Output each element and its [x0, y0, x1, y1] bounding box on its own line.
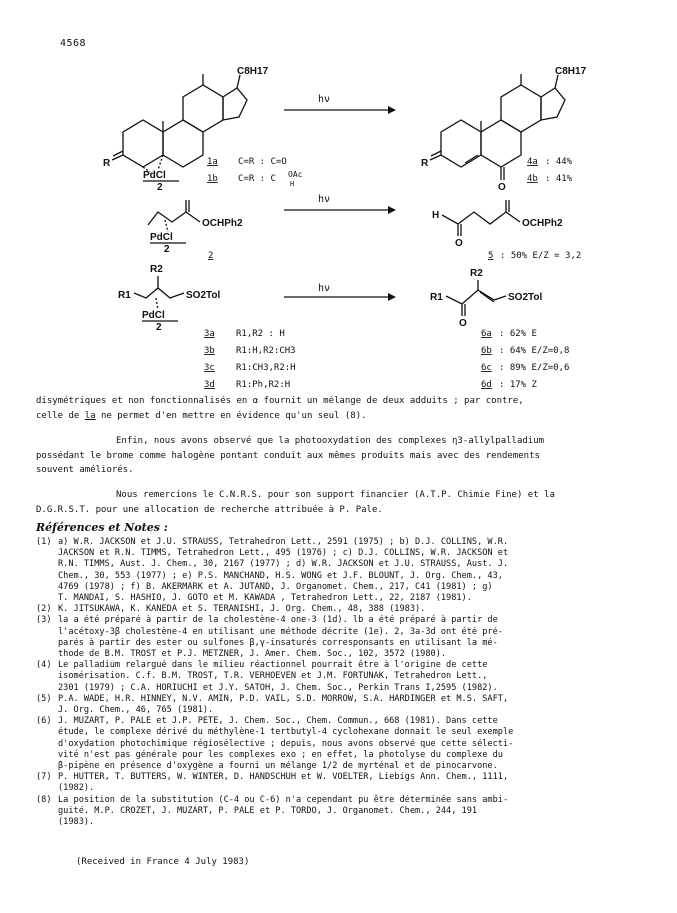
- id-4b: 4b: [527, 174, 538, 184]
- allyl-chain-s3: [134, 288, 184, 298]
- id-5: 5: [488, 251, 494, 261]
- desc-1b: C=R : C: [238, 174, 276, 184]
- paragraph-1: disymétriques et non fonctionnalisés en α fournit un mélange de deux adduits ; par contre, celle de la ne permet d'en mettre en évidence qu'un seul (8).: [36, 396, 524, 421]
- reference-2: (2) K. JITSUKAWA, K. KANEDA et S. TERANISHI, J. Org. Chem., 48, 388 (1983).: [36, 604, 426, 615]
- ring-d-right: [541, 88, 565, 120]
- r1-right: R1: [430, 292, 443, 303]
- ring-b-left: [163, 120, 203, 167]
- id-1b: 1b: [207, 174, 218, 184]
- res-6c: : 89% E/Z=0,6: [499, 363, 570, 373]
- scheme-2-ester: [148, 194, 581, 261]
- id-3d: 3d: [204, 380, 215, 390]
- double-bond-right: [465, 155, 478, 163]
- reference-3: (3) la a été préparé à partir de la cholestène-4 one-3 (1d). lb a été préparé à partir de l'acétoxy-3β cholestène-4 en utilisant une méthode décrite (1e). 2, 3a-3d ont été pré- parés à partir des ester ou sulfones β,γ-insaturés corresponsants en utilisant la mé- thode de B.M. TROST et P.J. METZNER, J. Amer. Chem. Soc., 102, 3572 (1980).: [36, 615, 503, 660]
- id-1a: 1a: [207, 157, 218, 167]
- r-right: R: [421, 158, 429, 169]
- pdcl-1-sub: 2: [157, 182, 163, 193]
- ring-b-right: [481, 120, 521, 167]
- id-3b: 3b: [204, 346, 215, 356]
- references-list: [36, 537, 648, 828]
- id-6d: 6d: [481, 380, 492, 390]
- ring-c-right: [501, 85, 541, 132]
- ring-a-left: [123, 120, 163, 167]
- reaction-schemes: [0, 0, 677, 400]
- pdcl-3: PdCl: [142, 310, 165, 321]
- id-6a: 6a: [481, 329, 492, 339]
- r-left: R: [103, 158, 111, 169]
- yield-4a: : 44%: [545, 157, 573, 167]
- paragraph-2: Enfin, nous avons observé que la photooxydation des complexes η3-allylpalladium possédant le brome comme halogène pontant conduit aux mêmes produits mais avec des rendements souvent améliorés.: [36, 436, 545, 475]
- reference-7: (7) P. HUTTER, T. BUTTERS, W. WINTER, D. HANDSCHUH et W. VOELTER, Liebigs Ann. Chem., 1111, (1982).: [36, 772, 509, 794]
- res-6b: : 64% E/Z=0,8: [499, 346, 570, 356]
- r2-right: R2: [470, 268, 483, 279]
- hv-3: hν: [318, 283, 331, 294]
- id-2: 2: [208, 251, 214, 261]
- desc-1a: C=R : C=O: [238, 157, 287, 167]
- pdcl-3-sub: 2: [156, 322, 162, 333]
- reference-8: (8) La position de la substitution (C-4 ou C-6) n'a cependant pu être déterminée sans ambi- guité. M.P. CROZET, J. MUZART, P. PALE et P. TORDO, J. Organomet. Chem., 244, 191 (1983).: [36, 794, 509, 828]
- desc-3d: R1:Ph,R2:H: [236, 380, 291, 390]
- och-right: OCHPh2: [522, 218, 563, 229]
- received-date: (Received in France 4 July 1983): [76, 857, 250, 867]
- res-6d: : 17% Z: [499, 380, 537, 390]
- scheme-3-sulfone: [118, 264, 569, 390]
- desc-3a: R1,R2 : H: [236, 329, 285, 339]
- id-3c: 3c: [204, 363, 215, 373]
- id-3a: 3a: [204, 329, 215, 339]
- enal-chain: [442, 212, 520, 224]
- ring-c-left: [183, 85, 223, 132]
- ring-d-left: [223, 88, 247, 120]
- allyl-chain-left: [148, 212, 200, 225]
- och-left: OCHPh2: [202, 218, 243, 229]
- so2tol-right: SO2Tol: [508, 292, 543, 303]
- res-6a: : 62% E: [499, 329, 537, 339]
- o-2: O: [455, 238, 463, 249]
- id-6b: 6b: [481, 346, 492, 356]
- o-right: O: [498, 182, 506, 193]
- id-4a: 4a: [527, 157, 538, 167]
- desc-3c: R1:CH3,R2:H: [236, 363, 296, 373]
- desc-3b: R1:H,R2:CH3: [236, 346, 296, 356]
- o-3: O: [459, 318, 467, 329]
- paragraph-3-acknowledgements: Nous remercions le C.N.R.S. pour son support financier (A.T.P. Chimie Fine) et la D.G.R.S.T. pour une allocation de recherche attribuée à P. Pale.: [36, 490, 555, 515]
- sub-c8h17-left: C8H17: [237, 66, 269, 77]
- reference-4: (4) Le palladium relargué dans le milieu réactionnel pourrait être à l'origine de cette isomérisation. C.f. B.M. TROST, T.R. VERHOEVEN et J.M. FORTUNAK, Tetrahedron Lett., 2301 (1979) ; C.A. HORIUCHI et J.Y. SATOH, J. Chem. Soc., Perkin Trans I,2595 (1982).: [36, 660, 498, 693]
- so2tol-left: SO2Tol: [186, 290, 221, 301]
- vinyl-sulfone-chain: [446, 290, 506, 304]
- r1-left: R1: [118, 290, 131, 301]
- oac: OAc: [288, 170, 303, 179]
- result-5: : 50% E/Z = 3,2: [500, 251, 582, 261]
- h-2: H: [432, 210, 440, 221]
- reference-1: (1) a) W.R. JACKSON et J.U. STRAUSS, Tetrahedron Lett., 2591 (1975) ; b) D.J. COLLINS, W.R. JACKSON et R.N. TIMMS, Tetrahedron Lett., 495 (1976) ; c) D.J. COLLINS, W.R. JACKSON et R.N. TIMMS, Aust. J. Chem., 30, 2167 (1977) ; d) W.R. JACKSON et J.U. STRAUSS, Aust. J. Chem., 30, 553 (1977) ; e) P.S. MANCHAND, H.S. WONG et J.F. BLOUNT, J. Org. Chem., 43, 4769 (1978) ; f) B. AKERMARK et A. JUTAND, J. Organomet. Chem., 217, C41 (1981) ; g) T. MANDAI, S. HASHIO, J. GOTO et M. KAWADA , Tetrahedron Lett., 22, 2187 (1981).: [36, 537, 509, 604]
- pdcl-2: PdCl: [150, 232, 173, 243]
- hv-1: hν: [318, 94, 331, 105]
- reference-6: (6) J. MUZART, P. PALE et J.P. PETE, J. Chem. Soc., Chem. Commun., 668 (1981). Dans cette étude, le complexe dérivé du méthylène-1 tertbutyl-4 cyclohexane donnait le seul exemple d'oxydation photochimique régiosélective ; depuis, nous avons observé que cette sélecti- vité n'est pas générale pour les complexes exo ; en effet, la photolyse du complexe du β-pipène en présence d'oxygène a fourni un mélange 1/2 de myrténal et de pinocarvone.: [36, 716, 514, 772]
- references-heading: Références et Notes :: [36, 521, 168, 534]
- scheme-1-steroid: [103, 66, 587, 193]
- reference-5: (5) P.A. WADE, H.R. HINNEY, N.V. AMIN, P.D. VAIL, S.D. MORROW, S.A. HARDINGER et M.S. SAFT, J. Org. Chem., 46, 765 (1981).: [36, 693, 509, 716]
- id-6c: 6c: [481, 363, 492, 373]
- pdcl-1: PdCl: [143, 170, 166, 181]
- pdcl-2-sub: 2: [164, 244, 170, 255]
- ring-a-right: [441, 120, 481, 167]
- page-number: 4568: [60, 38, 87, 49]
- h-1b: H: [290, 180, 295, 188]
- yield-4b: : 41%: [545, 174, 573, 184]
- r2-left: R2: [150, 264, 163, 275]
- sub-c8h17-right: C8H17: [555, 66, 587, 77]
- hv-2: hν: [318, 194, 331, 205]
